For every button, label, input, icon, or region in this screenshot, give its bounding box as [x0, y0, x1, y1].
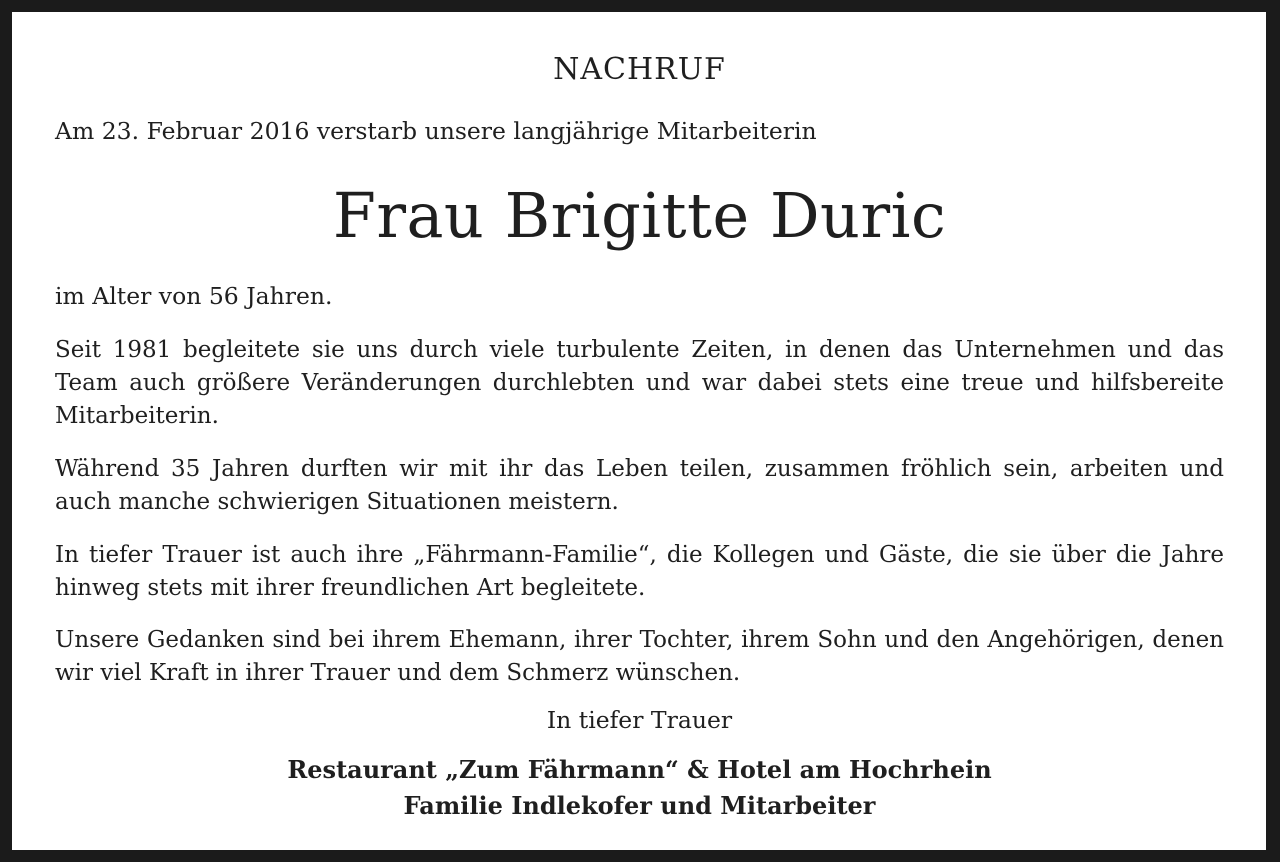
paragraph: Seit 1981 begleitete sie uns durch viele turbulente Zeiten, in denen das Unternehmen und das Team auch größere Veränderungen durchlebten und war dabei stets eine treue und hilfsbereite Mitarbeiterin.	[55, 337, 1224, 429]
paragraph: In tiefer Trauer ist auch ihre „Fährmann-Familie“, die Kollegen und Gäste, die sie über die Jahre hinweg stets mit ihrer freundlichen Art begleitete.	[55, 542, 1224, 601]
signature-line: Restaurant „Zum Fährmann“ & Hotel am Hochrhein	[287, 755, 992, 784]
paragraph: Während 35 Jahren durften wir mit ihr das Leben teilen, zusammen fröhlich sein, arbeiten und auch manche schwierigen Situationen meistern.	[55, 456, 1224, 515]
notice-heading: NACHRUF	[553, 52, 726, 87]
paragraph: Unsere Gedanken sind bei ihrem Ehemann, ihrer Tochter, ihrem Sohn und den Angehörigen, denen wir viel Kraft in ihrer Trauer und dem Schmerz wünschen.	[55, 627, 1224, 686]
intro-line: Am 23. Februar 2016 verstarb unsere langjährige Mitarbeiterin	[55, 117, 817, 145]
signature-line: Familie Indlekofer und Mitarbeiter	[403, 791, 876, 820]
age-line: im Alter von 56 Jahren.	[55, 282, 333, 310]
closing-line: In tiefer Trauer	[546, 706, 733, 734]
deceased-name: Frau Brigitte Duric	[332, 179, 947, 252]
